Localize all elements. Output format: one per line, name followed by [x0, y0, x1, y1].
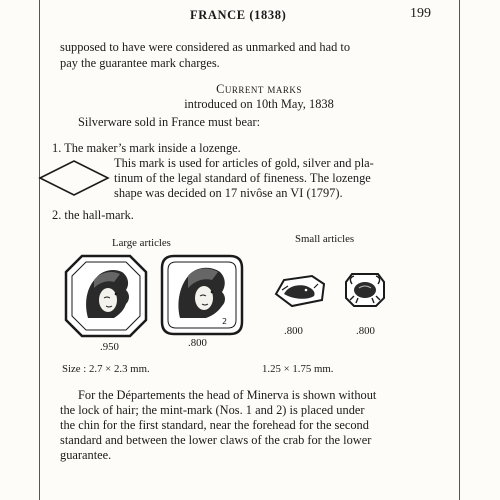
footer-line-4: standard and between the lower claws of the crab for the lower — [60, 433, 372, 447]
item-1-title: 1. The maker’s mark inside a lozenge. — [52, 141, 241, 155]
large-articles-label: Large articles — [112, 237, 171, 249]
section-heading: Current marks — [216, 82, 302, 96]
page-number: 199 — [410, 6, 431, 21]
minerva-head-large-800-icon — [160, 252, 244, 338]
running-header: FRANCE (1838) — [190, 8, 287, 22]
small-articles-label: Small articles — [295, 233, 355, 245]
item-1-desc-line-1: This mark is used for articles of gold, silver and pla- — [114, 156, 374, 170]
footer-line-3: the chin for the first standard, near the forehead for the second — [60, 418, 369, 432]
small-mark-1-value: .800 — [284, 325, 303, 337]
small-crab-mark-icon — [342, 268, 388, 312]
small-mark-2-value: .800 — [356, 325, 375, 337]
page-border-left — [39, 0, 40, 500]
footer-line-2: the lock of hair; the mint-mark (Nos. 1 and 2) is placed under — [60, 403, 365, 417]
svg-text:2: 2 — [222, 317, 228, 326]
intro-line-1: supposed to have were considered as unmarked and had to — [60, 40, 351, 54]
large-size-caption: Size : 2.7 × 2.3 mm. — [62, 363, 150, 375]
large-mark-2-value: .800 — [188, 337, 207, 349]
intro-line-2: pay the guarantee mark charges. — [60, 56, 220, 70]
item-1-desc-line-3: shape was decided on 17 nivôse an VI (1797). — [114, 186, 343, 200]
item-2-title: 2. the hall-mark. — [52, 208, 134, 222]
section-subheading: introduced on 10th May, 1838 — [184, 97, 334, 111]
lead-text: Silverware sold in France must bear: — [78, 115, 261, 129]
small-boar-head-mark-icon — [272, 272, 328, 310]
item-1-desc-line-2: tinum of the legal standard of fineness. The lozenge — [114, 171, 371, 185]
footer-line-5: guarantee. — [60, 448, 112, 462]
footer-line-1: For the Départements the head of Minerva is shown without — [78, 388, 377, 402]
small-size-caption: 1.25 × 1.75 mm. — [262, 363, 334, 375]
minerva-head-large-950-icon — [64, 254, 148, 338]
page-border-right — [459, 0, 460, 500]
lozenge-icon — [38, 158, 110, 198]
large-mark-1-value: .950 — [100, 341, 119, 353]
